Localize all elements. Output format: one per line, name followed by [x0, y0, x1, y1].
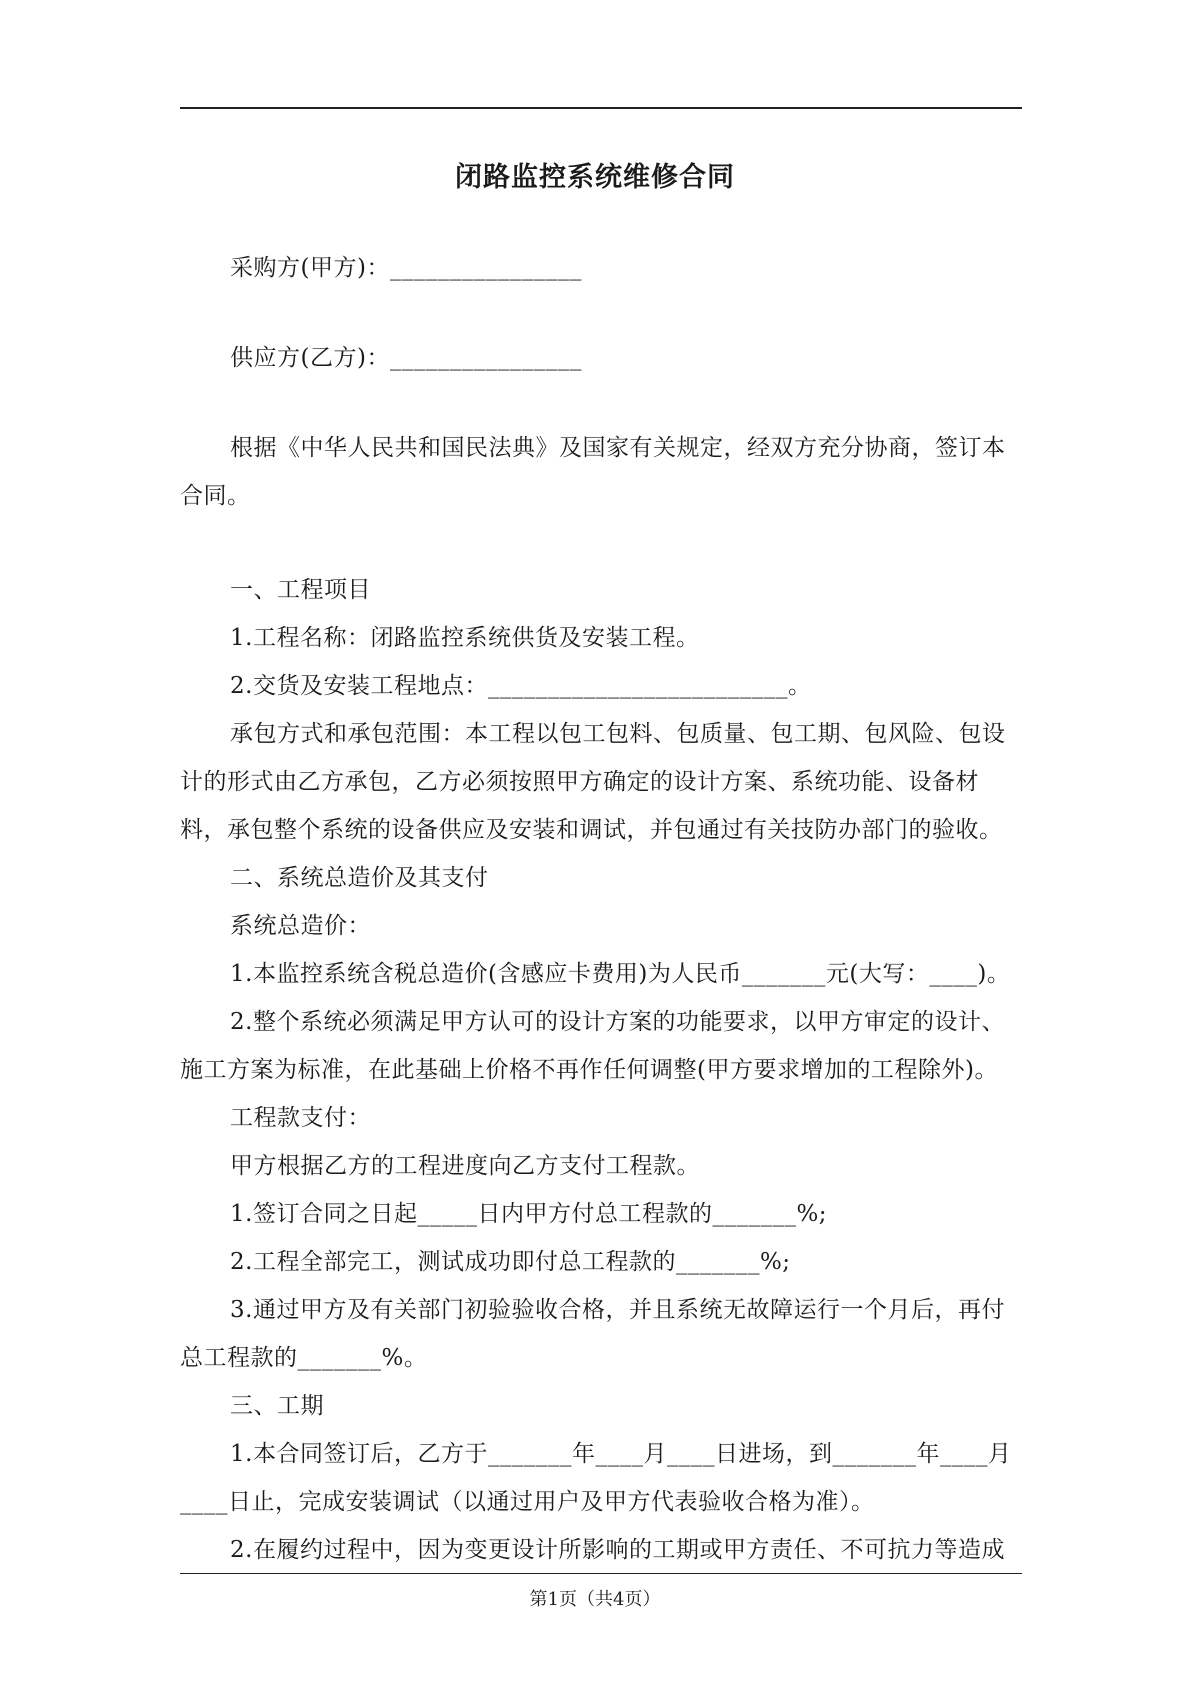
page-number: 第1页（共4页） [529, 1589, 661, 1610]
section2-payment-intro: 甲方根据乙方的工程进度向乙方支付工程款。 [230, 1153, 700, 1179]
document-body [180, 244, 1022, 1574]
section2-pay3: 3.通过甲方及有关部门初验验收合格，并且系统无故障运行一个月后，再付总工程款的_______%。 [180, 1297, 1005, 1371]
section3-item2: 2.在履约过程中，因为变更设计所影响的工期或甲方责任、不可抗力等造成 [230, 1537, 1005, 1563]
section2-heading: 二、系统总造价及其支付 [230, 865, 489, 891]
section1-item1: 1.工程名称：闭路监控系统供货及安装工程。 [230, 625, 700, 651]
section1-item2: 2.交货及安装工程地点：_________________________。 [230, 673, 812, 699]
section2-price-subheading: 系统总造价： [230, 913, 371, 939]
section3-heading: 三、工期 [230, 1393, 324, 1419]
section2-pay1: 1.签订合同之日起_____日内甲方付总工程款的_______%; [230, 1201, 828, 1227]
section2-price2: 2.整个系统必须满足甲方认可的设计方案的功能要求，以甲方审定的设计、施工方案为标准，在此基础上价格不再作任何调整(甲方要求增加的工程除外)。 [180, 1009, 1005, 1083]
section2-pay2: 2.工程全部完工，测试成功即付总工程款的_______%; [230, 1249, 791, 1275]
section1-heading: 一、工程项目 [230, 577, 371, 603]
section3-item1: 1.本合同签订后，乙方于_______年____月____日进场，到_______年____月____日止，完成安装调试（以通过用户及甲方代表验收合格为准）。 [180, 1441, 1012, 1515]
footer-rule [180, 1573, 1022, 1574]
party-a-line: 采购方(甲方)：________________ [230, 255, 582, 281]
header-rule [180, 107, 1022, 109]
preamble-paragraph: 根据《中华人民共和国民法典》及国家有关规定，经双方充分协商，签订本合同。 [180, 435, 1006, 509]
section1-scope: 承包方式和承包范围：本工程以包工包料、包质量、包工期、包风险、包设计的形式由乙方承包，乙方必须按照甲方确定的设计方案、系统功能、设备材料，承包整个系统的设备供应及安装和调试，并包通过有关技防办部门的验收。 [180, 721, 1006, 843]
section2-payment-subheading: 工程款支付： [230, 1105, 371, 1131]
document-title: 闭路监控系统维修合同 [455, 162, 735, 193]
party-b-line: 供应方(乙方)：________________ [230, 345, 582, 371]
section2-price1: 1.本监控系统含税总造价(含感应卡费用)为人民币_______元(大写：____)。 [230, 961, 1011, 987]
